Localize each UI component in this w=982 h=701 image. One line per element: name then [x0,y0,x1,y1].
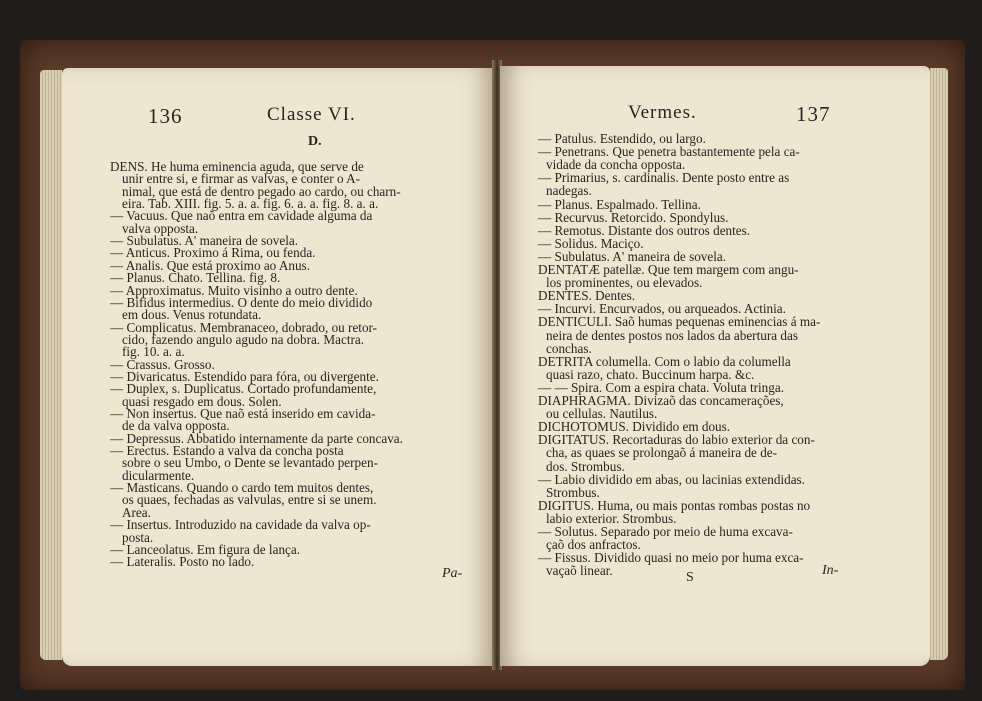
left-page-line: — Vacuus. Que naõ entra em cavidade alguma da [110,208,373,224]
left-page-line: valva opposta. [122,220,199,236]
left-page-line: — Masticans. Quando o cardo tem muitos dentes, [110,480,374,496]
left-page-line: — Analis. Que está proximo ao Anus. [110,257,310,273]
left-page-line: — Duplex, s. Duplicatus. Cortado profundamente, [110,381,377,397]
right-page-line: — Subulatus. A' maneira de sovela. [538,248,727,264]
right-page-line: DICHOTOMUS. Dividido em dous. [538,419,731,435]
left-page-line: — Anticus. Proximo á Rima, ou fenda. [110,245,316,261]
left-page-line: — Non insertus. Que naõ está inserido em cavida- [110,406,376,421]
right-page-header: Vermes. [628,102,697,123]
left-page-line: de da valva opposta. [122,418,230,434]
right-page-line: — Fissus. Dividido quasi no meio por huma exca- [538,550,804,566]
left-page-number: 136 [148,104,183,128]
page-edges-right [930,68,948,660]
left-page-line: eira. Tab. XIII. fig. 5. a. a. fig. 6. a. a. fig. 8. a. a. [122,196,379,212]
right-page-line: DIAPHRAGMA. Divizaõ das concamerações, [538,393,784,408]
right-page-line: Strombus. [546,484,600,500]
left-page-line: unir entre si, e firmar as valvas, e conter o A- [122,171,361,187]
right-page-line: conchas. [546,340,592,356]
right-page-line: — — Spira. Com a espira chata. Voluta tringa. [538,379,784,395]
left-page-line: posta. [122,529,154,545]
right-page-line: nadegas. [546,183,592,199]
left-page-header: Classe VI. [267,104,356,125]
signature-mark: S [686,570,694,585]
right-page [500,66,930,666]
left-page-line: cido, fazendo angulo agudo na dobra. Mactra. [122,331,365,347]
right-page-line: — Solidus. Maciço. [538,235,644,251]
right-page-line: — Primarius, s. cardinalis. Dente posto entre as [538,170,790,186]
left-page-line: DENS. He huma eminencia aguda, que serve de [110,159,364,174]
section-letter: D. [308,134,322,149]
left-page-line: Area. [122,504,151,520]
left-page-line: — Planus. Chato. Tellina. fig. 8. [110,270,281,286]
page-edges-left [40,70,62,660]
right-page-line: — Solutus. Separado por meio de huma excava- [538,524,793,539]
right-page-number: 137 [796,102,831,126]
left-page-line: os quaes, fechadas as valvulas, entre si se unem. [122,492,377,508]
left-page-line: sobre o seu Umbo, o Dente se levantado perpen- [122,455,378,471]
right-page-line: DIGITUS. Huma, ou mais pontas rombas postas no [538,497,811,513]
right-page-line: — Planus. Espalmado. Tellina. [538,196,701,212]
left-page-line: — Complicatus. Membranaceo, dobrado, ou retor- [110,319,378,335]
right-catchword: In- [822,563,839,578]
right-page-line: DIGITATUS. Recortaduras do labio exterior da con- [538,432,815,448]
left-page-line: quasi resgado em dous. Solen. [122,393,282,409]
right-page-line: DENTATÆ patellæ. Que tem margem com angu- [538,262,799,277]
right-page-line: DETRITA columella. Com o labio da columella [538,353,791,369]
right-page-line: vaçaõ linear. [546,563,613,579]
left-page-line: — Subulatus. A' maneira de sovela. [110,233,299,249]
right-page-line: — Penetrans. Que penetra bastantemente pela ca- [538,144,800,160]
right-page-line: quasi razo, chato. Buccinum harpa. &c. [546,366,755,382]
left-page-line: fig. 10. a. a. [122,344,185,360]
right-page-line: cha, as quaes se prolongaõ á maneira de de- [546,445,778,461]
right-page-line: dos. Strombus. [546,458,625,474]
left-page-line: — Lanceolatus. Em figura de lança. [110,541,301,557]
right-page-line: — Recurvus. Retorcido. Spondylus. [538,209,729,225]
right-page-line: los prominentes, ou elevados. [546,275,703,291]
left-page-line: em dous. Venus rotundata. [122,307,262,323]
right-page-line: vidade da concha opposta. [546,157,686,173]
left-page-line: dicularmente. [122,467,195,483]
right-page-line: — Remotus. Distante dos outros dentes. [538,222,751,238]
right-page-line: — Incurvi. Encurvados, ou arqueados. Actinia. [538,301,786,317]
right-page-line: — Patulus. Estendido, ou largo. [538,131,706,146]
right-page-line: DENTES. Dentes. [538,288,636,304]
right-page-line: — Labio dividido em abas, ou lacinias extendidas. [538,471,805,487]
left-page [62,68,494,666]
left-page-line: — Crassus. Grosso. [110,356,215,372]
right-page-line: neira de dentes postos nos lados da abertura das [546,327,798,343]
left-catchword: Pa- [442,566,463,581]
left-page-line: — Bifidus intermedius. O dente do meio dividido [110,294,373,310]
right-page-line: labio exterior. Strombus. [546,510,677,526]
left-page-line: — Erectus. Estando a valva da concha posta [110,443,344,459]
left-page-line: — Depressus. Abbatido internamente da parte concava. [110,430,403,446]
right-page-line: çaõ dos anfractos. [546,537,641,553]
left-page-line: — Lateralis. Posto no lado. [110,554,255,570]
left-page-line: nimal, que está de dentro pegado ao cardo, ou charn- [122,183,401,199]
left-page-line: — Divaricatus. Estendido para fóra, ou divergente. [110,368,379,384]
right-page-line: ou cellulas. Nautilus. [546,406,658,422]
left-page-line: — Approximatus. Muito visinho a outro dente. [110,282,358,298]
right-page-line: DENTICULI. Saõ humas pequenas eminencias á ma- [538,314,821,330]
left-page-line: — Insertus. Introduzido na cavidade da valva op- [110,517,371,533]
